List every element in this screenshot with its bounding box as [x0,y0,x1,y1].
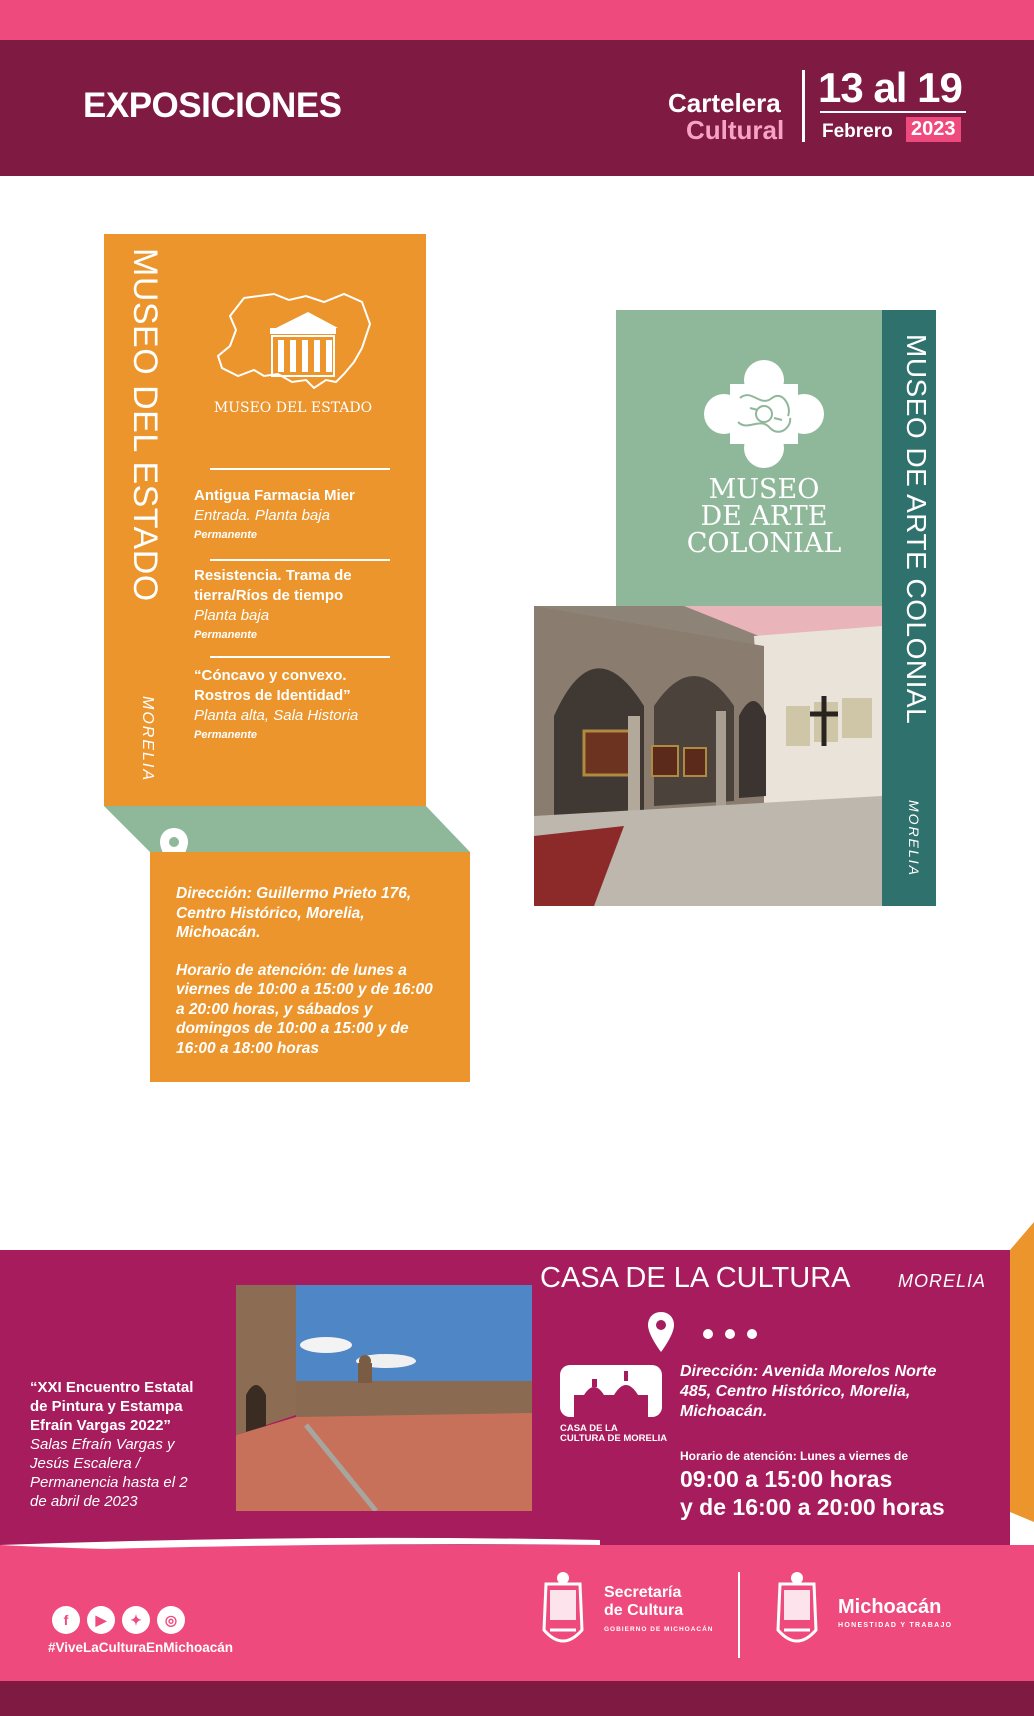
address-line: Dirección: Guillermo Prieto 176, [176,885,412,902]
casa-cultura-title: CASA DE LA CULTURA [540,1262,851,1294]
exhibition-title: Antigua Farmacia Mier [194,487,355,504]
hashtag: #ViveLaCulturaEnMichoacán [48,1640,234,1655]
date-year-badge: 2023 [906,117,961,142]
exhibition-item [194,566,424,644]
exhibition-detail: Permanencia hasta el 2 [30,1474,188,1491]
exhibition-title: “XXI Encuentro Estatal [30,1379,194,1396]
logo-line: CULTURA DE MORELIA [560,1433,668,1444]
brand-cartelera: Cartelera [668,88,781,118]
address-line: Centro Histórico, Morelia, [176,904,365,922]
address-line: Michoacán. [176,924,261,941]
exhibition-detail: de abril de 2023 [30,1493,138,1510]
footer-wave [0,1530,1034,1570]
casa-cultura-photo [236,1285,532,1511]
logo-line: COLONIAL [686,528,842,559]
museo-arte-colonial-vertical-title: MUSEO DE ARTE COLONIAL [901,334,932,725]
hours-line: 16:00 a 18:00 horas [176,1039,320,1057]
exhibition-duration: Permanente [194,529,257,541]
museo-arte-colonial-city: MORELIA [906,800,922,878]
museo-estado-logo-text: MUSEO DEL ESTADO [213,400,373,416]
exhibition-title: “Cóncavo y convexo. [194,667,347,684]
page-title: EXPOSICIONES [83,86,342,125]
exhibition-title: de Pintura y Estampa [30,1398,183,1415]
museo-arte-colonial-logo-text [616,476,912,557]
casa-cultura-city: MORELIA [898,1271,987,1291]
exhibition-location: Planta baja [194,607,270,624]
divider [210,468,390,470]
exhibition-detail: Jesús Escalera / [30,1455,141,1472]
youtube-icon[interactable]: ▶ [87,1606,115,1634]
coat-of-arms-icon [536,1570,590,1656]
date-month: Febrero [822,121,893,142]
hours-line: a 20:00 horas, y sábados y [176,1000,373,1018]
exhibition-location: Entrada. Planta baja [194,507,330,524]
museo-arte-colonial-photo [534,606,882,906]
top-pink-strip [0,0,1034,40]
hours-line: viernes de 10:00 a 15:00 y de 16:00 [176,981,433,998]
secretaria-line: Secretaría [604,1584,682,1601]
casa-cultura-building-icon [560,1365,662,1417]
ellipsis-icon [700,1328,764,1340]
address-line: Michoacán. [680,1403,768,1420]
exhibition-detail: Salas Efraín Vargas y [30,1436,175,1453]
casa-cultura-address [680,1362,1000,1422]
instagram-icon[interactable]: ◎ [157,1606,185,1634]
divider [210,656,390,658]
secretaria-cultura-name [604,1584,683,1620]
secretaria-line: de Cultura [604,1602,684,1619]
casa-cultura-exhibition [30,1378,230,1511]
state-motto: HONESTIDAD Y TRABAJO [838,1622,953,1629]
divider [210,559,390,561]
secretaria-sub: GOBIERNO DE MICHOACÁN [604,1626,714,1633]
date-range: 13 al 19 [818,64,962,111]
hours-line: Horario de atención: de lunes a [176,961,407,979]
address-line: 485, Centro Histórico, Morelia, [680,1383,911,1400]
exhibition-location: Planta alta, Sala Historia [194,707,359,724]
exhibition-duration: Permanente [194,629,257,641]
hours-line: domingos de 10:00 a 15:00 y de [176,1020,409,1037]
state-name: Michoacán [838,1596,942,1618]
exhibition-title: Rostros de Identidad” [194,687,351,704]
museo-arte-colonial-emblem-icon [700,358,828,470]
exhibition-title: Efraín Vargas 2022” [30,1417,171,1434]
twitter-icon[interactable]: ✦ [122,1606,150,1634]
museo-estado-vertical-title: MUSEO DEL ESTADO [126,248,164,602]
facebook-icon[interactable]: f [52,1606,80,1634]
header-divider [802,70,805,142]
museo-estado-address [176,884,466,1058]
casa-cultura-logo [560,1365,667,1444]
address-line: Dirección: Avenida Morelos Norte [680,1363,937,1380]
hours-line: 09:00 a 15:00 horas [680,1466,893,1492]
logo-line: CASA DE LA [560,1423,618,1434]
date-underline [820,111,966,113]
logo-line: MUSEO [708,474,820,505]
footer-bottom-strip [0,1681,1034,1716]
museo-estado-city: MORELIA [139,696,156,783]
exhibition-item [194,486,424,544]
brand-cultural: Cultural [686,115,785,145]
exhibition-title: tierra/Ríos de tiempo [194,587,344,604]
exhibition-duration: Permanente [194,729,257,741]
footer-divider [738,1572,740,1658]
museo-estado-logo-icon [214,290,374,400]
exhibition-item [194,666,424,744]
orange-corner-accent [1010,1222,1034,1522]
hours-line: y de 16:00 a 20:00 horas [680,1494,945,1520]
logo-line: DE ARTE [700,501,828,532]
michoacan-coat-of-arms-icon [770,1570,824,1656]
location-pin-icon [646,1310,676,1354]
exhibition-title: Resistencia. Trama de [194,567,352,584]
hours-label: Horario de atención: Lunes a viernes de [680,1449,909,1463]
